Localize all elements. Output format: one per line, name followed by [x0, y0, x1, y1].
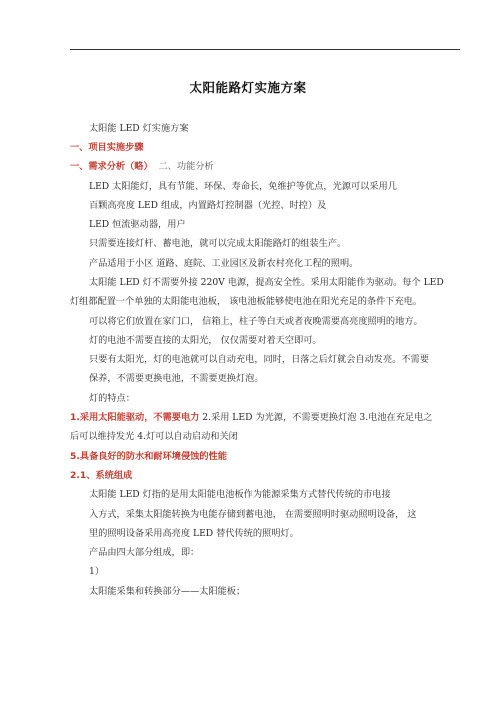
body-line: LED 太阳能灯，具有节能、环保、寿命长，免维护等优点，光源可以采用几 — [89, 181, 397, 192]
body-line: 1） — [89, 566, 105, 577]
body-line: 百颗高亮度 LED 组成，内置路灯控制器（光控、时控）及 — [89, 200, 327, 211]
body-line: 可以将它们放置在家门口， 信箱上，柱子等白天或者夜晚需要高亮度照明的地方。 — [89, 316, 423, 327]
body-line: 太阳能 LED 灯指的是用太阳能电池板作为能源采集方式替代传统的市电接 — [89, 489, 391, 500]
body-line: 产品由四大部分组成，即： — [89, 547, 200, 558]
body-line: 只需要连接灯杆、蓄电池，就可以完成太阳能路灯的组装生产。 — [89, 238, 347, 249]
page-title: 太阳能路灯实施方案 — [189, 80, 307, 95]
body-line: LED 恒流驱动器，用户 — [89, 219, 186, 230]
body-line: 灯的特点： — [89, 393, 135, 404]
body-line: 灯组都配置一个单独的太阳能电池板， 该电池板能够使电池在阳光充足的条件下充电。 — [70, 296, 423, 307]
body-line: 后可以维持发光 4.灯可以自动启动和关闭 — [70, 431, 238, 442]
feature-line: 1.采用太阳能驱动，不需要电力 2.采用 LED 为光源，不需要更换灯泡 3.电池在充足电之 — [70, 412, 433, 423]
body-line: 保养，不需要更换电池，不需要更换灯泡。 — [89, 373, 264, 384]
body-line: 太阳能采集和转换部分——太阳能板； — [89, 586, 246, 597]
section-heading: 2.1、系统组成 — [70, 470, 133, 481]
section-heading: 一、项目实施步骤 — [70, 142, 144, 153]
header-rule — [70, 49, 460, 50]
body-line: 灯的电池不需要直接的太阳光， 仅仅需要对着天空即可。 — [89, 335, 322, 346]
body-line: 只要有太阳光，灯的电池就可以自动充电，同时，日落之后灯就会自动发亮。不需要 — [89, 354, 429, 365]
section-heading: 一、需求分析（略） 二、功能分析 — [70, 161, 214, 172]
body-line: 太阳能 LED 灯不需要外接 220V 电源，提高安全性。采用太阳能作为驱动。每个 LED — [89, 277, 444, 288]
body-line: 太阳能 LED 灯实施方案 — [89, 123, 189, 134]
body-line: 里的照明设备采用高亮度 LED 替代传统的照明灯。 — [89, 528, 299, 539]
body-line: 产品适用于小区 道路、庭院、工业园区及新农村亮化工程的照明。 — [89, 258, 359, 269]
body-line: 入方式，采集太阳能转换为电能存储到蓄电池， 在需要照明时驱动照明设备， 这 — [89, 509, 417, 520]
feature-line: 5.具备良好的防水和耐环境侵蚀的性能 — [70, 451, 227, 462]
